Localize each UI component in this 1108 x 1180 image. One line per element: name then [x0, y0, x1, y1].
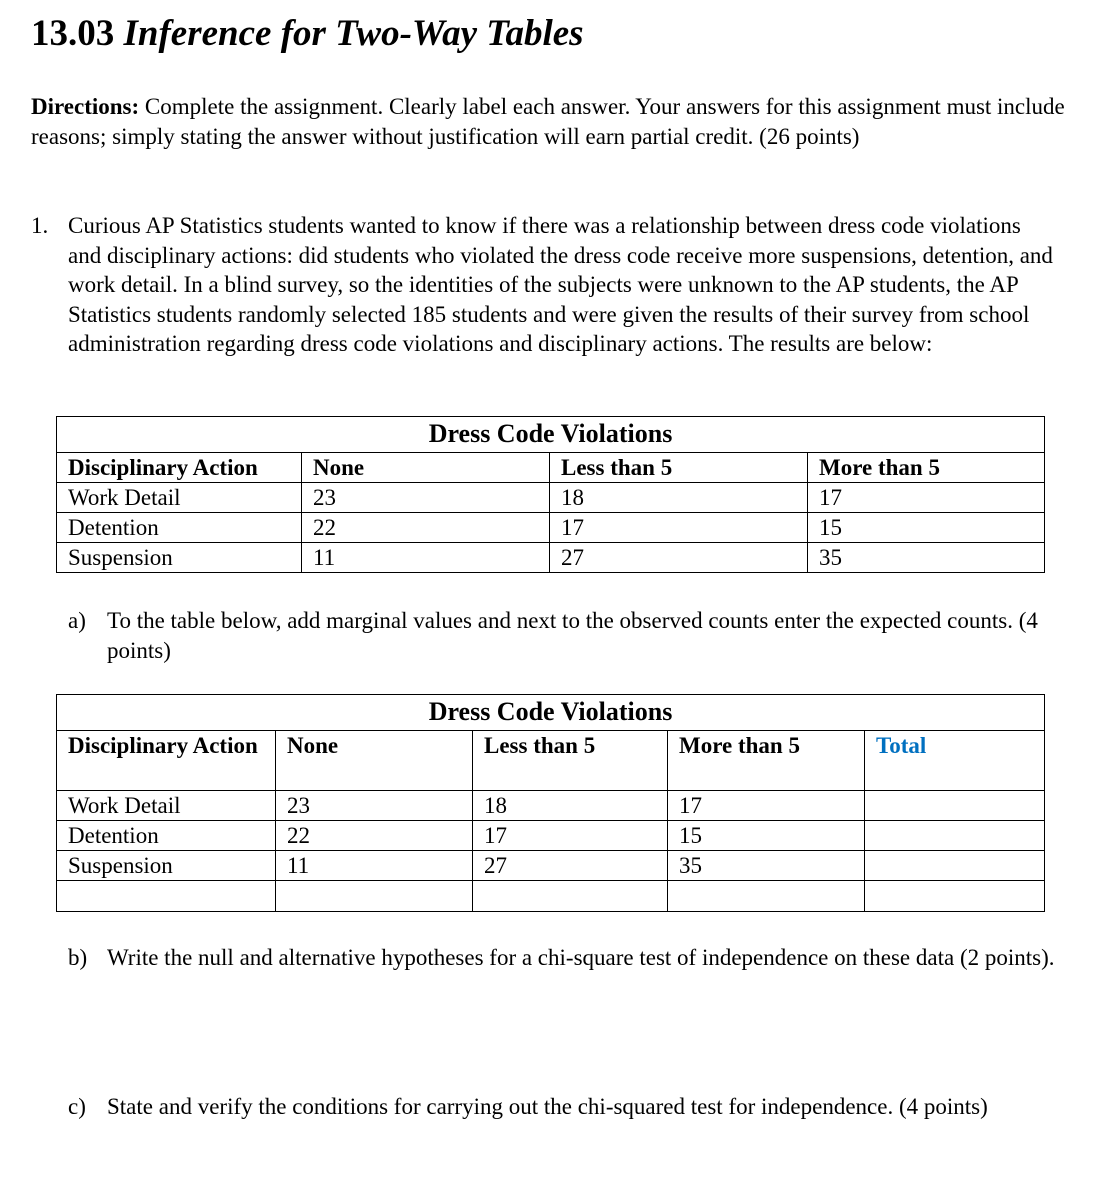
- total-cell[interactable]: [57, 881, 276, 912]
- column-header: More than 5: [668, 731, 865, 791]
- question-1-text: Curious AP Statistics students wanted to know if there was a relationship between dress code violations and disciplinary actions: did students who violated the dress code receive more suspensions, detention, and work detail. In a blind survey, so the identities of the subjects were unknown to the AP students, the AP Statistics students randomly selected 185 students and were given the results of their survey from school administration regarding dress code violations and disciplinary actions. The results are below:: [68, 213, 1053, 356]
- table-row: [57, 821, 1045, 851]
- table-cell: 17: [808, 483, 1045, 513]
- directions-text: Complete the assignment. Clearly label each answer. Your answers for this assignment must include reasons; simply stating the answer without justification will earn partial credit. (26 points): [31, 94, 1065, 149]
- table-cell[interactable]: 11: [276, 851, 473, 881]
- table-cell: 22: [302, 513, 550, 543]
- column-header: Disciplinary Action: [57, 453, 302, 483]
- row-label: Detention: [57, 821, 276, 851]
- table-cell[interactable]: 17: [668, 791, 865, 821]
- table-cell[interactable]: 27: [473, 851, 668, 881]
- title-number: 13.03: [31, 13, 115, 54]
- total-column-header: Total: [865, 731, 1045, 791]
- title-text: Inference for Two-Way Tables: [123, 13, 584, 54]
- part-a-letter: a): [68, 608, 86, 633]
- row-label: Suspension: [57, 851, 276, 881]
- table-cell: 18: [550, 483, 808, 513]
- table-cell: 35: [808, 543, 1045, 573]
- table-row: [57, 543, 1045, 573]
- total-cell[interactable]: [865, 881, 1045, 912]
- part-b-text: Write the null and alternative hypotheses for a chi-square test of independence on these data (2 points).: [107, 945, 1055, 970]
- table-cell[interactable]: 15: [668, 821, 865, 851]
- page-title: [31, 12, 584, 56]
- table-cell: 17: [550, 513, 808, 543]
- table-row: [57, 513, 1045, 543]
- table-row: [57, 851, 1045, 881]
- column-header: None: [302, 453, 550, 483]
- table-cell: 15: [808, 513, 1045, 543]
- expected-counts-table: [56, 694, 1045, 912]
- total-cell[interactable]: [865, 851, 1045, 881]
- column-header: Disciplinary Action: [57, 731, 276, 791]
- total-cell[interactable]: [473, 881, 668, 912]
- column-header: Less than 5: [550, 453, 808, 483]
- part-a-text: To the table below, add marginal values and next to the observed counts enter the expected counts. (4 points): [107, 608, 1038, 663]
- table-cell[interactable]: 17: [473, 821, 668, 851]
- table-cell[interactable]: 22: [276, 821, 473, 851]
- directions-label: Directions:: [31, 94, 140, 119]
- table-cell: 27: [550, 543, 808, 573]
- table-row: [57, 483, 1045, 513]
- table-caption: Dress Code Violations: [57, 695, 1045, 731]
- table-cell[interactable]: 18: [473, 791, 668, 821]
- column-header: More than 5: [808, 453, 1045, 483]
- row-label: Detention: [57, 513, 302, 543]
- total-cell[interactable]: [276, 881, 473, 912]
- total-cell[interactable]: [668, 881, 865, 912]
- part-c-letter: c): [68, 1094, 86, 1119]
- part-b-letter: b): [68, 945, 88, 970]
- totals-row: [57, 881, 1045, 912]
- table-caption: Dress Code Violations: [57, 417, 1045, 453]
- part-c-text: State and verify the conditions for carrying out the chi-squared test for independence. (4 points): [107, 1094, 988, 1119]
- row-label: Work Detail: [57, 791, 276, 821]
- table-row: [57, 791, 1045, 821]
- column-header: None: [276, 731, 473, 791]
- total-cell[interactable]: [865, 791, 1045, 821]
- directions-paragraph: [31, 92, 1071, 151]
- table-cell[interactable]: 23: [276, 791, 473, 821]
- row-label: Work Detail: [57, 483, 302, 513]
- row-label: Suspension: [57, 543, 302, 573]
- total-cell[interactable]: [865, 821, 1045, 851]
- observed-counts-table: [56, 416, 1045, 573]
- table-cell: 11: [302, 543, 550, 573]
- table-cell: 23: [302, 483, 550, 513]
- column-header: Less than 5: [473, 731, 668, 791]
- table-cell[interactable]: 35: [668, 851, 865, 881]
- question-1-number: 1.: [31, 213, 49, 238]
